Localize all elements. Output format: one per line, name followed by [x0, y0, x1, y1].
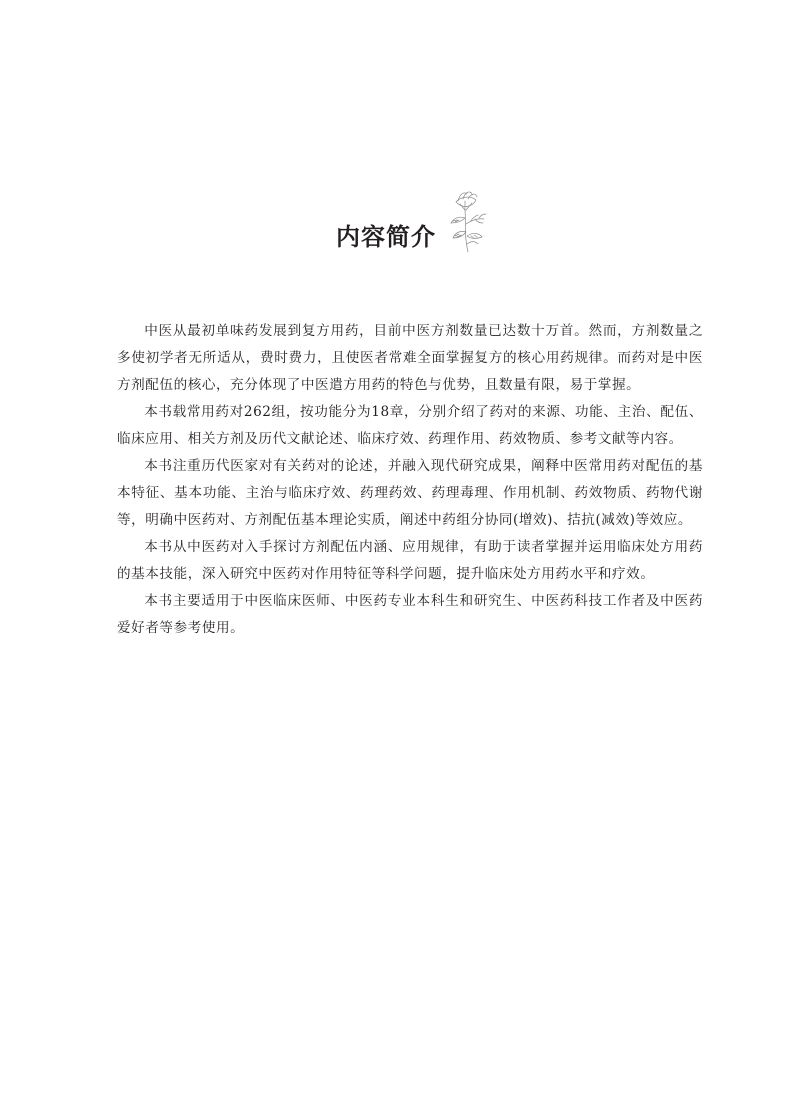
flower-sketch-icon	[444, 188, 492, 254]
paragraph: 本书主要适用于中医临床医师、中医药专业本科生和研究生、中医药科技工作者及中医药爱好者等参考使用。	[117, 593, 703, 636]
title-block	[0, 188, 800, 258]
paragraph: 本书注重历代医家对有关药对的论述，并融入现代研究成果，阐释中医常用药对配伍的基本特征、基本功能、主治与临床疗效、药理药效、药理毒理、作用机制、药效物质、药物代谢等，明确中医药对、方剂配伍基本理论实质，阐述中药组分协同(增效)、拮抗(减效)等效应。	[117, 458, 703, 528]
intro-body	[117, 318, 703, 642]
paragraph: 中医从最初单味药发展到复方用药，目前中医方剂数量已达数十万首。然而，方剂数量之多使初学者无所适从，费时费力，且使医者常难全面掌握复方的核心用药规律。而药对是中医方剂配伍的核心，充分体现了中医遣方用药的特色与优势，且数量有限，易于掌握。	[117, 323, 703, 393]
paragraph: 本书从中医药对入手探讨方剂配伍内涵、应用规律，有助于读者掌握并运用临床处方用药的基本技能，深入研究中医药对作用特征等科学问题，提升临床处方用药水平和疗效。	[117, 539, 703, 582]
page-title: 内容简介	[336, 223, 436, 252]
paragraph: 本书载常用药对262组，按功能分为18章，分别介绍了药对的来源、功能、主治、配伍、临床应用、相关方剂及历代文献论述、临床疗效、药理作用、药效物质、参考文献等内容。	[117, 404, 703, 447]
